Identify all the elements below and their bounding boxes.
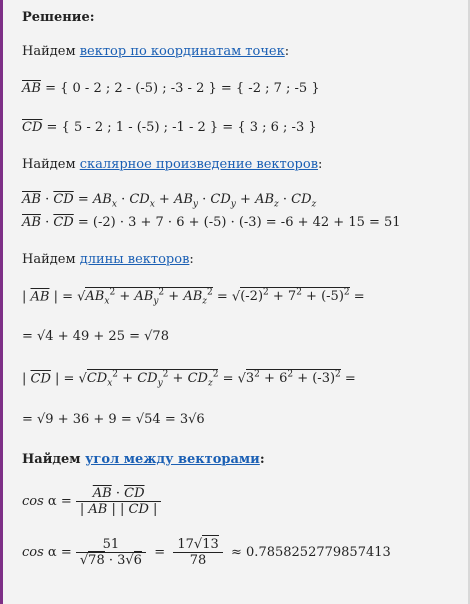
step-vector-line: Найдем вектор по координатам точек:: [22, 44, 290, 59]
link-angle-between-vectors[interactable]: угол между векторами: [85, 452, 260, 467]
link-vector-lengths[interactable]: длины векторов: [79, 252, 190, 267]
cos-value-fraction: $\frac{51}{√78 \cdot 3√6}$: [76, 537, 146, 568]
cos-simplified-fraction: $\frac{17√13}{78}$: [173, 537, 222, 568]
dot-product-formula: $\overline{AB} \cdot \overline{CD} = AB_x \cdot CD_x + AB_y \cdot CD_y + AB_z \cdot CD_z$: [22, 192, 317, 210]
cd-length-result: = √9 + 36 + 9 = √54 = 3√6: [22, 412, 205, 427]
step-angle-line: Найдем угол между векторами:: [22, 452, 265, 467]
solution-heading: Решение:: [22, 10, 95, 25]
cos-fraction: $\frac{\overline{AB} \cdot \overline{CD}}{| \overline{AB} | | \overline{CD} |}$: [76, 486, 162, 517]
ab-length-result: = √4 + 49 + 25 = √78: [22, 329, 169, 344]
link-scalar-product[interactable]: скалярное произведение векторов: [79, 157, 319, 172]
cos-formula: cos α = $\frac{\overline{AB} \cdot \overline{CD}}{| \overline{AB} | | \overline{CD} |}$: [22, 486, 161, 517]
vector-cd-equation: $\overline{CD}$ = { 5 - 2 ; 1 - (-5) ; -1 - 2 } = { 3 ; 6 ; -3 }: [22, 120, 317, 135]
cd-length-formula: | $\overline{CD}$ | = $√CD_x^2 + CD_y^2 + CD_z^2 = √3^2 + 6^2 + (-3)^2$ =: [22, 370, 356, 389]
link-vector-by-points[interactable]: вектор по координатам точек: [79, 44, 285, 59]
step-lengths-line: Найдем длины векторов:: [22, 252, 194, 267]
ab-length-formula: | $\overline{AB}$ | = $√AB_x^2 + AB_y^2 + AB_z^2 = √(-2)^2 + 7^2 + (-5)^2$ =: [22, 288, 365, 307]
step-scalar-line: Найдем скалярное произведение векторов:: [22, 157, 323, 172]
cos-result: cos α = $\frac{51}{√78 \cdot 3√6}$ = $\frac{17√13}{78}$ ≈ 0.7858252779857413: [22, 537, 391, 568]
vector-ab-equation: $\overline{AB}$ = { 0 - 2 ; 2 - (-5) ; -3 - 2 } = { -2 ; 7 ; -5 }: [22, 81, 320, 96]
dot-product-value: $\overline{AB} \cdot \overline{CD} = (-2) \cdot 3 + 7 \cdot 6 + (-5) \cdot (-3) = -6 + 42 + 15 = 51$: [22, 215, 401, 230]
left-accent-bar: [0, 0, 3, 604]
